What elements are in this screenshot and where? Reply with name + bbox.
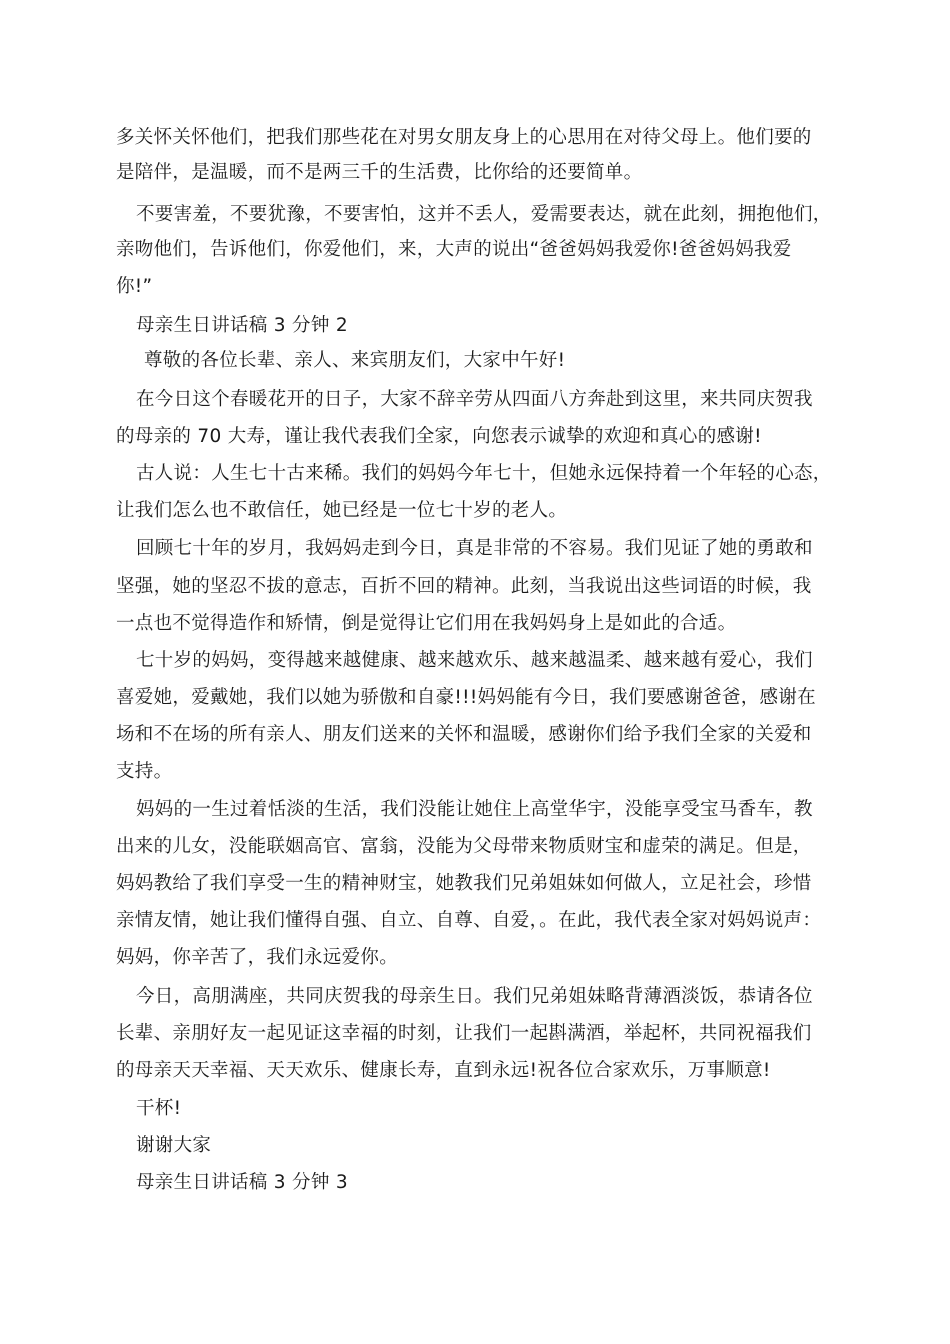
section-heading: 母亲生日讲话稿 3 分钟 2 (136, 315, 348, 336)
text-line: 谢谢大家 (136, 1135, 212, 1156)
text-line: 七十岁的妈妈，变得越来越健康、越来越欢乐、越来越温柔、越来越有爱心，我们 (136, 650, 813, 671)
text-line: 支持。 (116, 761, 173, 782)
text-line: 你!” (116, 276, 153, 297)
text-line: 尊敬的各位长辈、亲人、来宾朋友们，大家中午好! (144, 350, 566, 371)
text-line: 不要害羞，不要犹豫，不要害怕，这并不丢人，爱需要表达，就在此刻，拥抱他们， (136, 204, 832, 225)
text-line: 一点也不觉得造作和矫情，倒是觉得让它们用在我妈妈身上是如此的合适。 (116, 613, 737, 634)
text-line: 坚强，她的坚忍不拔的意志，百折不回的精神。此刻，当我说出这些词语的时候，我 (116, 576, 812, 597)
text-line: 的母亲天天幸福、天天欢乐、健康长寿，直到永远!祝各位合家欢乐，万事顺意! (116, 1060, 771, 1081)
text-line: 妈妈，你辛苦了，我们永远爱你。 (116, 947, 399, 968)
text-line: 是陪伴，是温暖，而不是两三千的生活费，比你给的还要简单。 (116, 162, 643, 183)
text-line: 喜爱她，爱戴她，我们以她为骄傲和自豪!!!妈妈能有今日，我们要感谢爸爸，感谢在 (116, 687, 816, 708)
text-line: 干杯! (136, 1098, 182, 1119)
text-line: 在今日这个春暖花开的日子，大家不辞辛劳从四面八方奔赴到这里，来共同庆贺我 (136, 389, 813, 410)
text-line: 今日，高朋满座，共同庆贺我的母亲生日。我们兄弟姐妹略背薄酒淡饭，恭请各位 (136, 986, 813, 1007)
text-line: 长辈、亲朋好友一起见证这幸福的时刻，让我们一起斟满酒，举起杯，共同祝福我们 (116, 1023, 812, 1044)
text-line: 出来的儿女，没能联姻高官、富翁，没能为父母带来物质财宝和虚荣的满足。但是， (116, 836, 812, 857)
section-heading: 母亲生日讲话稿 3 分钟 3 (136, 1172, 348, 1193)
text-line: 多关怀关怀他们，把我们那些花在对男女朋友身上的心思用在对待父母上。他们要的 (116, 127, 812, 148)
text-line: 妈妈的一生过着恬淡的生活，我们没能让她住上高堂华宇，没能享受宝马香车，教 (136, 799, 813, 820)
text-line: 亲吻他们，告诉他们，你爱他们，来，大声的说出“爸爸妈妈我爱你!爸爸妈妈我爱 (116, 239, 792, 260)
text-line: 回顾七十年的岁月，我妈妈走到今日，真是非常的不容易。我们见证了她的勇敢和 (136, 538, 813, 559)
text-line: 亲情友情，她让我们懂得自强、自立、自尊、自爱，。在此，我代表全家对妈妈说声： (116, 910, 822, 931)
text-line: 让我们怎么也不敢信任，她已经是一位七十岁的老人。 (116, 500, 568, 521)
text-line: 古人说：人生七十古来稀。我们的妈妈今年七十，但她永远保持着一个年轻的心态， (136, 463, 832, 484)
text-line: 妈妈教给了我们享受一生的精神财宝，她教我们兄弟姐妹如何做人，立足社会，珍惜 (116, 873, 812, 894)
text-line: 的母亲的 70 大寿，谨让我代表我们全家，向您表示诚挚的欢迎和真心的感谢! (116, 426, 762, 447)
text-line: 场和不在场的所有亲人、朋友们送来的关怀和温暖，感谢你们给予我们全家的关爱和 (116, 724, 812, 745)
